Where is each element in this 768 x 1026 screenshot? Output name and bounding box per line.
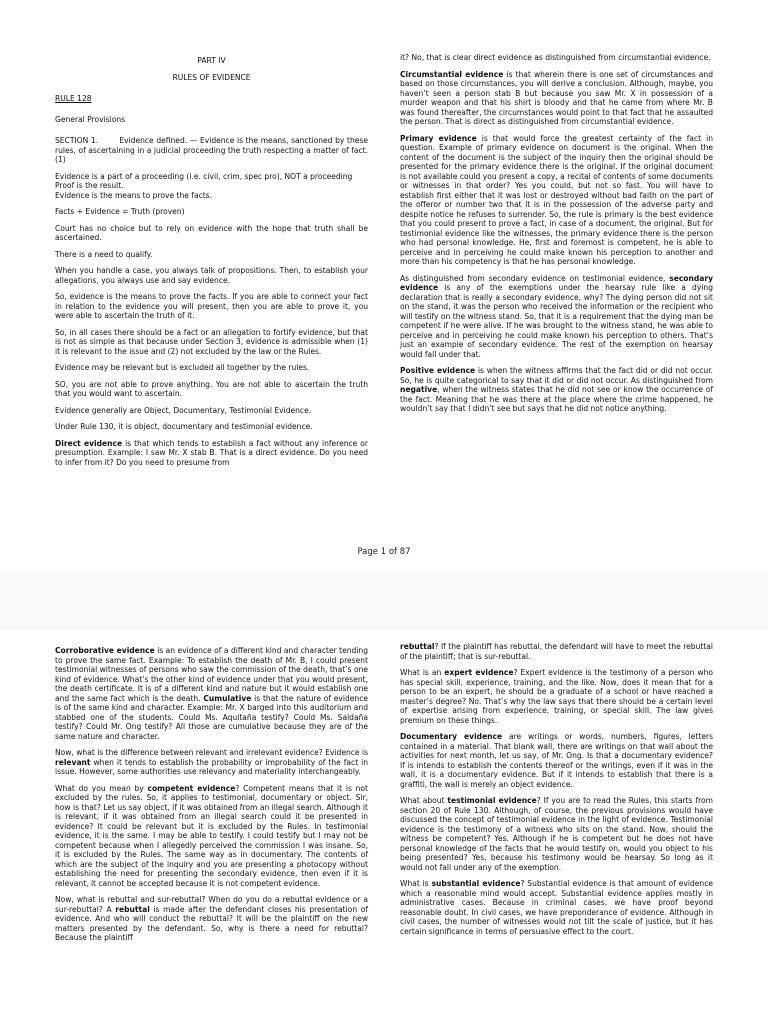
all-cases-paragraph: So, in all cases there should be a fact or an allegation to fortify evidence, but that is not as simple as that because under Section 3, evidence is admissible when (1) it is relevant to the issue and (2) not excluded by the law or the Rules. <box>55 327 368 356</box>
competent-text: ? Competent means that it is not excluded by the rules. So, it applies to testimonial, documentary or object. Sir, how is that? Let us say object, if it was obtained from an illegal search. Although it is relevant, if it was obtained from an illegal search could it be presented in evidence? It could be relevant but it is excluded by the Rules. In testimonial evidence, it is the same. I may be able to testify. I could testify but I may not be competent because when I allegedly perceived the commission I was insane. So, it is excluded by the Rules. The same way as in documentary. The contents of which are the subject of the inquiry and you are presenting a photocopy without establishing the need for presenting the secondary evidence, then even if it is relevant, it cannot be accepted because it is not competent evidence. <box>55 783 368 888</box>
rebuttal-text: is made after the defendant closes his presentation of evidence. And who will conduct the rebuttal? It will be the plaintiff on the new matters presented by the defendant. So, why is there a need for rebuttal? Because the plaintiff <box>55 904 368 942</box>
positive-term: Positive evidence <box>400 366 476 375</box>
corroborative-text: is an evidence of a different kind and character tending to prove the same fact. Example: To establish the death of Mr. B, I could present testimonial witnesses of persons who saw the commission of the death, that’s one kind of evidence. What’s the other kind of evidence under that you would present, the death certificate. It is of a different kind and nature but it would establish one and the same fact which is the death. <box>55 646 368 703</box>
page2-left-column <box>55 646 368 1026</box>
negative-term: negative <box>400 385 438 394</box>
relevant-term: relevant <box>55 757 91 767</box>
circumstantial-term: Circumstantial evidence <box>400 69 504 79</box>
expert-paragraph <box>400 668 713 725</box>
expert-pre: What is an <box>400 668 445 677</box>
substantial-text: ? Substantial evidence is that amount of evidence which a reasonable mind would accept. Substantial evidence applies mostly in administrative cases. Because in criminal cases, we have proof beyond reasonable doubt. In civil cases, we have preponderance of evidence. Although in civil cases, the number of witnesses would not tilt the scale of justice, but it has certain significance in terms of persuasive effect to the court. <box>400 879 713 936</box>
positive-text: is when the witness affirms that the fact did or did not occur. So, he is quite categorical to say that it did or did not occur. As distinguished from <box>400 366 714 385</box>
document-page-2 <box>0 630 768 1024</box>
rule-number: RULE 128 <box>55 94 92 103</box>
means-paragraph: So, evidence is the means to prove the facts. If you are able to connect your fact in relation to the evidence you will present, then you are able to prove it, you were able to ascertain the truth of it. <box>55 292 368 320</box>
definition-line: Evidence is the means to prove the facts. <box>55 190 213 200</box>
page1-right-column <box>400 53 713 529</box>
expert-text: ? Expert evidence is the testimony of a person who has special skill, experience, training, and the like. Now, does it mean that for a person to be an expert, he should be a graduate of a school or have reached a master’s degree? No. That’s why the law says that there should be a certain level of expertise arising from experience, training, or special skill. The law gives premium on these things. <box>400 668 714 725</box>
documentary-paragraph <box>400 732 713 789</box>
competent-paragraph <box>55 784 368 889</box>
direct-evidence-text: is that which tends to establish a fact without any inference or presumption. Example: I saw Mr. X stab B. That is a direct evidence. Do you need to infer from it? Do you need to presume from <box>55 438 369 467</box>
competent-pre: What do you mean by <box>55 783 148 793</box>
sur-rebuttal-text: ? If the plaintiff has rebuttal, the defendant will have to meet the rebuttal of the plaintiff; that is sur-rebuttal. <box>400 642 713 661</box>
secondary-pre: As distinguished from secondary evidence on testimonial evidence, <box>400 273 670 283</box>
page-footer: Page 1 of 87 <box>357 547 411 557</box>
secondary-term: secondary evidence <box>400 273 713 292</box>
testimonial-term: testimonial evidence <box>447 796 537 805</box>
circumstantial-paragraph <box>400 70 713 127</box>
corroborative-paragraph <box>55 646 368 741</box>
rebuttal-term: rebuttal <box>115 904 150 914</box>
rebuttal-paragraph <box>55 895 368 943</box>
expert-term: expert evidence <box>444 668 514 677</box>
positive-paragraph <box>400 366 713 414</box>
definition-line: Evidence is a part of a proceeding (i.e. civil, crim, spec pro), NOT a proceeding <box>55 171 353 181</box>
continued-paragraph: it? No, that is clear direct evidence as distinguished from circumstantial evidence. <box>400 53 711 62</box>
testimonial-paragraph <box>400 796 713 872</box>
formula-paragraph: Facts + Evidence = Truth (proven) <box>55 207 185 216</box>
sur-rebuttal-term: rebuttal <box>400 642 435 651</box>
not-able-paragraph: SO, you are not able to prove anything. You are not able to ascertain the truth that you would want to ascertain. <box>55 379 368 398</box>
section-1-text: SECTION 1. Evidence defined. — Evidence is the means, sanctioned by these rules, of ascertaining in a judicial proceeding the truth respecting a matter of fact. (1) <box>55 136 371 164</box>
court-paragraph: Court has no choice but to rely on evidence with the hope that truth shall be ascertained. <box>55 223 368 242</box>
cumulative-term: Cumulative <box>203 693 252 703</box>
definition-line: Proof is the result. <box>55 181 124 190</box>
substantial-paragraph <box>400 879 713 936</box>
relevant-excluded-paragraph: Evidence may be relevant but is excluded all together by the rules. <box>55 363 310 372</box>
testimonial-text: ? If you are to read the Rules, this starts from section 20 of Rule 130. Although, of course, the previous provisions would have discussed the concept of testimonial evidence in the light of evidence. Testimonial evidence is the testimony of a witness who sits on the stand. Now, should the witness be competent? Yes. Although if he is competent but he does not have personal knowledge of the facts that he would testify on, would you object to his being presented? Yes, because his testimony would be hearsay. So long as it would not fall under any of the exemption. <box>400 796 714 872</box>
competent-term: competent evidence <box>147 783 236 793</box>
page1-left-column <box>55 56 371 540</box>
documentary-text: are writings or words, numbers, figures, letters contained in a material. That blank wall, there are writings on that wall about the activities for next month, let us say, of Mr. Ong. Is that a documentary evidence? If is intends to establish the contents thereof or the writings, even if it was in the wall, it is a documentary evidence. But if it intends to establish that there is a graffiti, the wall is merely an object evidence. <box>400 732 713 789</box>
propositions-paragraph: When you handle a case, you always talk of propositions. Then, to establish your allegations, you always use and say evidence. <box>55 266 368 285</box>
relevant-text: when it tends to establish the probability or improbability of the fact in issue. However, some authorities use relevancy and materiality interchangeably. <box>55 757 368 776</box>
definition-paragraph <box>55 172 368 201</box>
circumstantial-text: is that wherein there is one set of circumstances and based on those circumstances, you will derive a conclusion. Although, maybe, you haven’t seen a person stab B but because you saw Mr. X in possession of a murder weapon and that his shirt is bloody and that he came from where Mr. B was found thereafter, the circumstances would point to that fact that he assaulted the person. That is direct as distinguished from circumstantial evidence. <box>400 69 714 126</box>
secondary-text: is any of the exemptions under the hearsay rule like a dying declaration that is really a secondary evidence, why? The dying person did not sit on the stand, it was the person who received the information or the recipient who will testify on the witness stand. So, that it is a requirement that the dying man be competent if he were alive. If he was brought to the witness stand, he was able to perceive and in perceiving he could make known his perception to others. That’s just an example of secondary evidence. The rest of the exemption on hearsay would fall under that. <box>400 283 713 359</box>
rule-130-paragraph: Under Rule 130, it is object, documentary and testimonial evidence. <box>55 422 313 431</box>
primary-text: is that would force the greatest certainty of the fact in question. Example of primary evidence on document is the original. When the content of the document is the subject of the inquiry then the original should be presented for the primary evidence there is the original. If the original document is not available could you present a copy, a recital of contents of some documents or witnesses in that order? Yes you could, but not so fast. You will have to establish first either that it was lost or destroyed without bad faith on the part of the offeror or number two that it is in the possession of the adverse party and despite notice he refuses to surrender. So, the rule is primary is the best evidence that you could present to prove a fact, in case of a document, the original. But for testimonial evidence like the witnesses, the primary evidence there is the person who had personal knowledge. He, first and foremost is competent, he is able to perceive and in perceiving he could make known his perception to another and more than his competency is that he has personal knowledge. <box>400 133 713 266</box>
corroborative-term: Corroborative evidence <box>55 646 155 655</box>
part-title: PART IV <box>197 56 226 65</box>
negative-text: , when the witness states that he did not see or know the occurrence of the fact. Meaning that he was there at the place where the crime happened, he wouldn’t say that I didn’t see but says that he did not notice anything. <box>400 385 713 413</box>
secondary-paragraph <box>400 274 713 360</box>
page-separator <box>0 572 768 630</box>
cumulative-text: is that the nature of evidence is of the same kind and character. Example: Mr. X barged into this auditorium and stabbed one of the students. Could Ms. Aquitaña testify? Could Ms. Saldaña testify? Could Mr. Ong testify? All those are cumulative because they are of the same nature and character. <box>55 693 368 741</box>
relevant-paragraph <box>55 748 368 777</box>
relevant-pre: Now, what is the difference between relevant and irrelevant evidence? Evidence is <box>55 748 368 757</box>
general-provisions: General Provisions <box>55 114 126 124</box>
sur-rebuttal-paragraph <box>400 642 713 661</box>
generally-paragraph: Evidence generally are Object, Documentary, Testimonial Evidence. <box>55 405 312 415</box>
primary-paragraph <box>400 134 713 267</box>
qualify-paragraph: There is a need to qualify. <box>55 249 153 259</box>
section-title: RULES OF EVIDENCE <box>172 72 251 82</box>
testimonial-pre: What about <box>400 796 448 805</box>
page2-right-column <box>400 642 713 1026</box>
rebuttal-pre: Now, what is rebuttal and sur-rebuttal? When do you do a rebuttal evidence or a sur-rebuttal? A <box>55 895 368 914</box>
substantial-pre: What is <box>400 879 432 888</box>
direct-evidence-term: Direct evidence <box>55 438 123 448</box>
primary-term: Primary evidence <box>400 133 477 143</box>
documentary-term: Documentary evidence <box>400 732 503 741</box>
direct-evidence-paragraph <box>55 439 368 468</box>
substantial-term: substantial evidence <box>431 879 521 888</box>
